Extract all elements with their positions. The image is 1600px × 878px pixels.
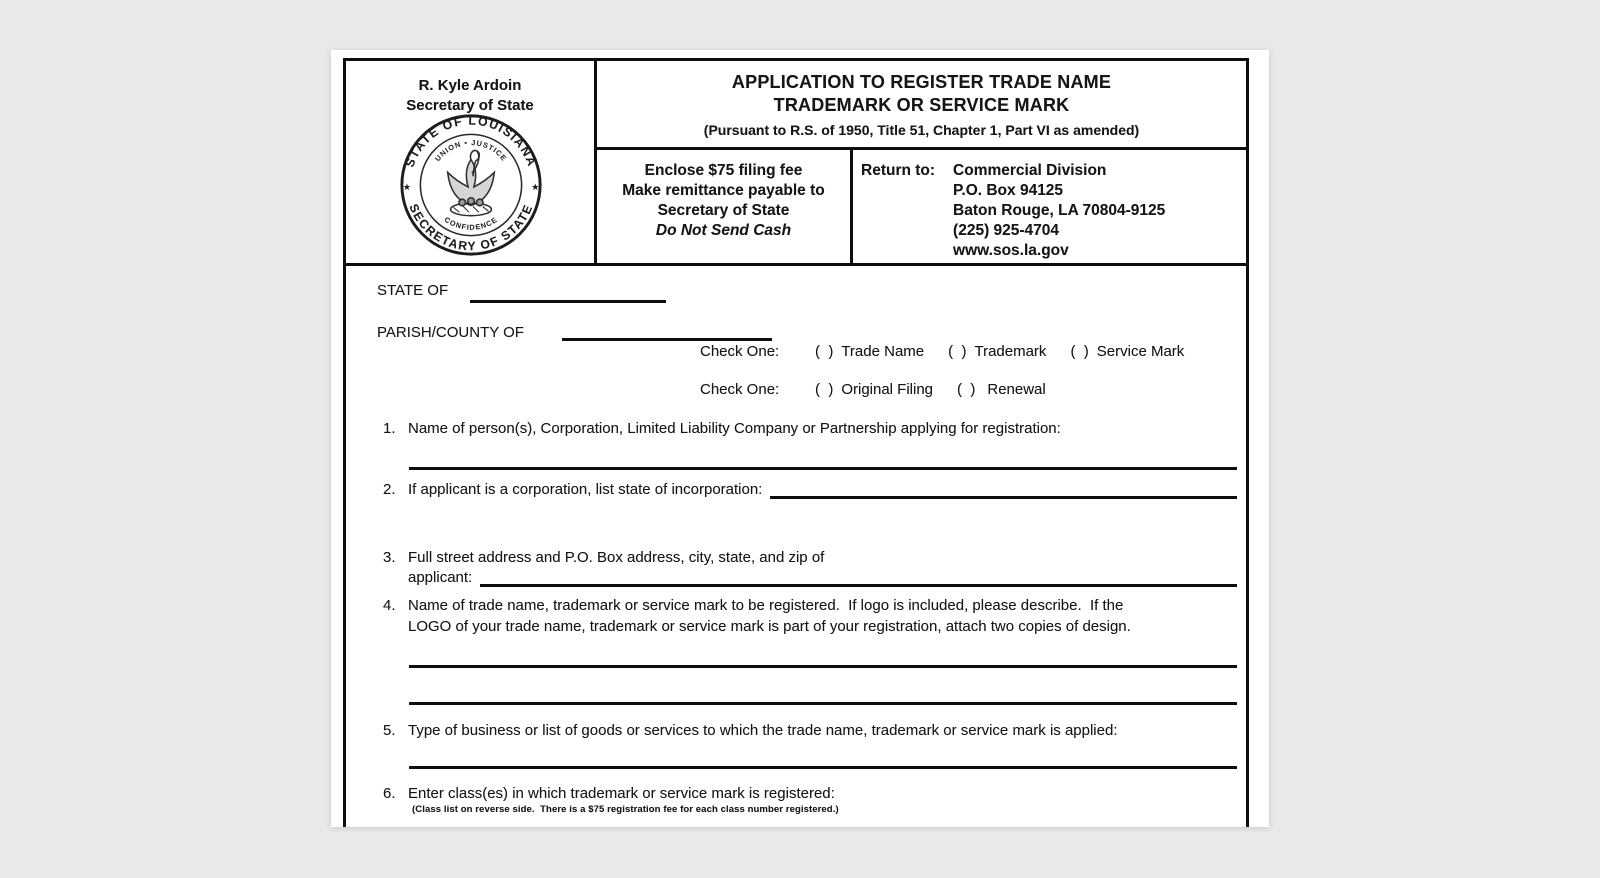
item-4-number: 4.: [383, 597, 396, 614]
renewal-option-label: Renewal: [987, 381, 1046, 398]
item-4-blank-1[interactable]: [409, 665, 1237, 668]
form-document-page: [331, 50, 1269, 827]
option-original-filing: [815, 381, 933, 398]
pelican-icon: [448, 150, 495, 215]
return-division: Commercial Division: [953, 162, 1107, 179]
seal-star-left-icon: ★: [402, 181, 411, 192]
seal-text-outer-bottom: SECRETARY OF STATE: [406, 201, 536, 254]
form-title-line1: APPLICATION TO REGISTER TRADE NAME: [731, 72, 1112, 92]
item-5-text: Type of business or list of goods or services to which the trade name, trademark or service mark is applied:: [408, 722, 1118, 739]
item-4-text-line1: Name of trade name, trademark or service mark to be registered. If logo is included, please describe. If the: [408, 597, 1124, 614]
item-3-blank[interactable]: [480, 584, 1237, 587]
item-2-blank[interactable]: [770, 496, 1237, 499]
item-2-number: 2.: [383, 481, 396, 498]
return-website: www.sos.la.gov: [953, 242, 1069, 259]
option-renewal: [957, 381, 1046, 398]
form-title-block: [597, 71, 1246, 138]
mark-type-options: [815, 343, 1184, 360]
item-2-state-of-incorporation: [383, 481, 1237, 498]
item-3-address: [383, 549, 824, 566]
option-trade-name: [815, 343, 924, 360]
item-5-blank[interactable]: [409, 766, 1237, 769]
state-of-label: STATE OF: [377, 282, 449, 299]
renewal-checkbox[interactable]: ( ): [957, 381, 976, 398]
filing-fee-box: [597, 161, 850, 241]
parish-county-label: PARISH/COUNTY OF: [377, 324, 524, 341]
seal-text-inner-bottom: CONFIDENCE: [442, 214, 500, 232]
item-6-classes: [383, 785, 835, 802]
item-4-text-line2: LOGO of your trade name, trademark or service mark is part of your registration, attach two copies of design.: [408, 618, 1131, 635]
return-phone: (225) 925-4704: [953, 222, 1060, 239]
item-3-number: 3.: [383, 549, 396, 566]
seal-text-outer-top: STATE OF LOUISIANA: [402, 113, 540, 170]
seal-text-inner-top: UNION • JUSTICE: [433, 138, 509, 163]
item-5-number: 5.: [383, 722, 396, 739]
option-service-mark: [1070, 343, 1184, 360]
item-6-text: Enter class(es) in which trademark or service mark is registered:: [408, 785, 835, 802]
form-title-line2: TRADEMARK OR SERVICE MARK: [773, 95, 1070, 115]
parish-county-blank[interactable]: [562, 338, 772, 341]
check-one-label-row1: Check One:: [700, 343, 780, 360]
service-mark-checkbox[interactable]: ( ): [1070, 343, 1089, 360]
return-to-label: Return to:: [861, 162, 936, 179]
item-3-text-line2: applicant:: [408, 569, 473, 586]
trademark-option-label: Trademark: [974, 343, 1047, 360]
item-2-text: If applicant is a corporation, list state of incorporation:: [408, 481, 763, 498]
fee-line1: Enclose $75 filing fee: [644, 162, 803, 179]
form-border-top: [343, 58, 1249, 61]
fee-no-cash-warning: Do Not Send Cash: [655, 222, 792, 239]
header-bottom-border: [343, 263, 1249, 266]
trade-name-checkbox[interactable]: ( ): [815, 343, 834, 360]
item-4-mark-name: [383, 597, 1123, 614]
fee-line2: Make remittance payable to: [622, 182, 825, 199]
item-6-number: 6.: [383, 785, 396, 802]
item-3-text-line1: Full street address and P.O. Box address, city, state, and zip of: [408, 549, 825, 566]
return-address-lines: [953, 161, 1165, 261]
item-1-number: 1.: [383, 420, 396, 437]
item-3-line2: [408, 569, 1237, 586]
item-1-text: Name of person(s), Corporation, Limited Liability Company or Partnership applying for registration:: [408, 420, 1061, 437]
item-5-type-of-business: [383, 722, 1117, 739]
louisiana-state-seal: [398, 112, 544, 258]
form-border-left: [343, 58, 346, 827]
check-one-label-row2: Check One:: [700, 381, 780, 398]
state-of-blank[interactable]: [470, 300, 666, 303]
return-po-box: P.O. Box 94125: [953, 182, 1064, 199]
form-title-statute: (Pursuant to R.S. of 1950, Title 51, Chapter 1, Part VI as amended): [703, 122, 1140, 138]
trademark-checkbox[interactable]: ( ): [948, 343, 967, 360]
official-name: R. Kyle Ardoin: [418, 77, 522, 94]
item-4-blank-2[interactable]: [409, 702, 1237, 705]
item-6-class-list-note: (Class list on reverse side. There is a $75 registration fee for each class number registered.): [412, 804, 839, 815]
seal-star-right-icon: ★: [531, 181, 540, 192]
secretary-of-state-block: [346, 76, 594, 116]
official-title: Secretary of State: [406, 97, 534, 114]
fee-line3: Secretary of State: [657, 202, 790, 219]
return-city-state-zip: Baton Rouge, LA 70804-9125: [953, 202, 1166, 219]
fee-return-divider: [850, 150, 853, 266]
title-row-bottom-border: [594, 147, 1249, 150]
trade-name-option-label: Trade Name: [841, 343, 925, 360]
item-1-blank[interactable]: [409, 467, 1237, 470]
item-4-line2: [408, 618, 1131, 635]
original-filing-option-label: Original Filing: [841, 381, 934, 398]
return-address-box: [861, 161, 1165, 261]
item-1-applicant-name: [383, 420, 1061, 437]
service-mark-option-label: Service Mark: [1096, 343, 1185, 360]
option-trademark: [948, 343, 1046, 360]
filing-type-options: [815, 381, 1046, 398]
form-border-right: [1246, 58, 1249, 827]
original-filing-checkbox[interactable]: ( ): [815, 381, 834, 398]
